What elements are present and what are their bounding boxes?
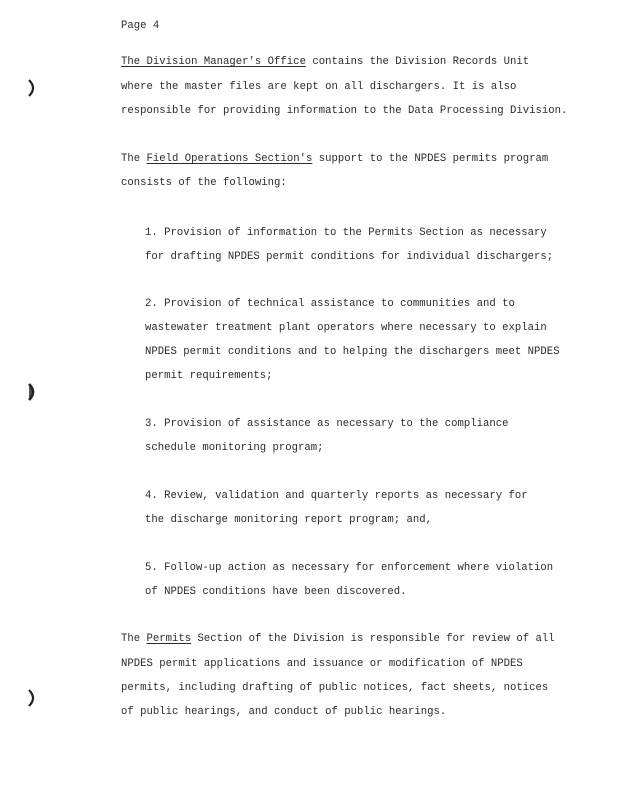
list-item-line: the discharge monitoring report program; and, [145, 514, 432, 526]
paragraph-line: NPDES permit applications and issuance or modification of NPDES [121, 658, 523, 670]
paragraph-line: responsible for providing information to the Data Processing Division. [121, 105, 568, 117]
punch-hole-mark [26, 688, 38, 708]
paragraph-line: permits, including drafting of public notices, fact sheets, notices [121, 682, 549, 694]
punch-hole-mark [26, 78, 38, 98]
paragraph-line [121, 153, 548, 165]
underlined-heading: The Division Manager's Office [121, 56, 306, 68]
list-item-line: of NPDES conditions have been discovered. [145, 586, 407, 598]
paragraph-line: consists of the following: [121, 177, 287, 189]
list-item-line: 3. Provision of assistance as necessary to the compliance [145, 418, 509, 430]
paragraph-line [121, 633, 555, 645]
underlined-heading: Field Operations Section's [146, 153, 313, 165]
list-item-line: 4. Review, validation and quarterly reports as necessary for [145, 490, 528, 502]
list-item-line: schedule monitoring program; [145, 442, 324, 454]
page-number-label: Page 4 [121, 20, 160, 32]
underlined-heading: Permits [146, 633, 192, 645]
list-item-line: NPDES permit conditions and to helping the dischargers meet NPDES [145, 346, 560, 358]
list-item-line: wastewater treatment plant operators where necessary to explain [145, 322, 547, 334]
list-item-line: 2. Provision of technical assistance to communities and to [145, 298, 515, 310]
text-segment: The [121, 633, 147, 645]
punch-hole-mark [26, 382, 38, 402]
text-segment: support to the NPDES permits program [312, 153, 549, 165]
list-item-line: for drafting NPDES permit conditions for individual dischargers; [145, 251, 554, 263]
list-item-line: 1. Provision of information to the Permits Section as necessary [145, 227, 547, 239]
paragraph-line: of public hearings, and conduct of public hearings. [121, 706, 447, 718]
list-item-line: permit requirements; [145, 370, 273, 382]
text-segment: Section of the Division is responsible for review of all [191, 633, 555, 645]
text-segment: The [121, 153, 147, 165]
paragraph-line [121, 56, 529, 68]
text-segment: contains the Division Records Unit [305, 56, 530, 68]
list-item-line: 5. Follow-up action as necessary for enforcement where violation [145, 562, 554, 574]
paragraph-line: where the master files are kept on all dischargers. It is also [121, 81, 517, 93]
